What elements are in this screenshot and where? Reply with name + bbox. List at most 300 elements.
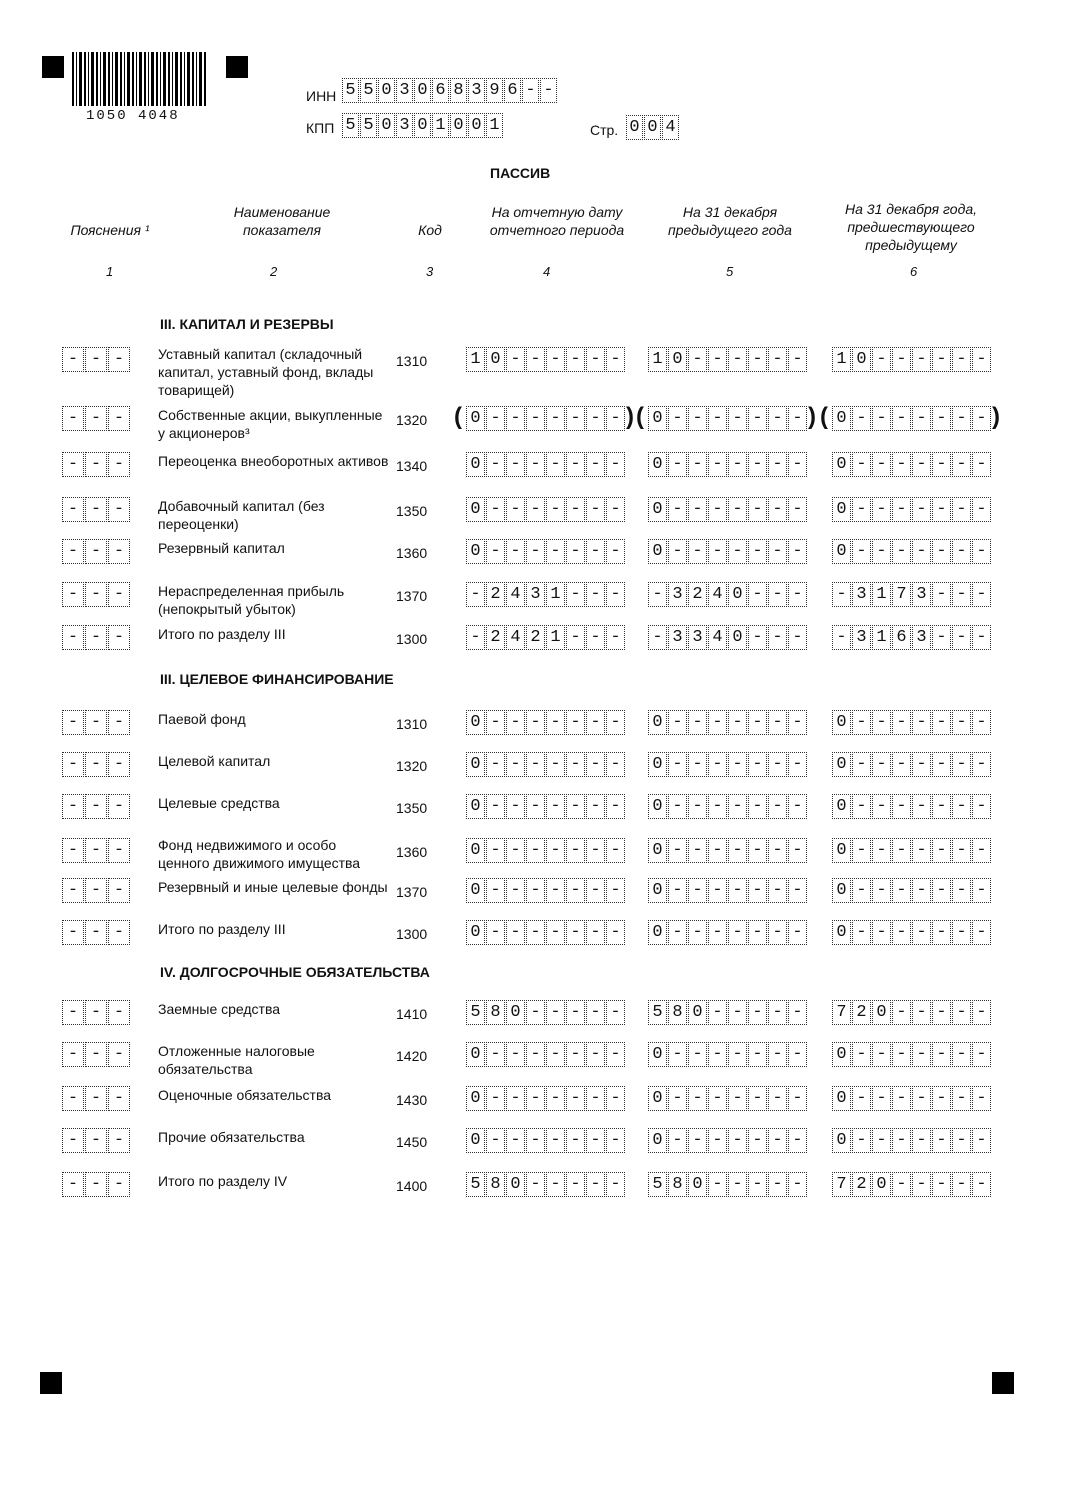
- digit-cell: 0: [414, 113, 431, 138]
- digit-cell: -: [708, 539, 727, 564]
- digit-cell: -: [728, 920, 747, 945]
- value-field-col4[interactable]: [466, 752, 626, 777]
- digit-cell: -: [708, 1042, 727, 1067]
- digit-cell: -: [708, 1086, 727, 1111]
- registration-mark-bottom-left: [40, 1372, 62, 1394]
- digit-cell: 0: [832, 878, 851, 903]
- digit-cell: -: [748, 878, 767, 903]
- digit-cell: -: [668, 1086, 687, 1111]
- digit-cell: -: [566, 752, 585, 777]
- explanation-field[interactable]: [62, 1128, 131, 1153]
- digit-cell: -: [108, 539, 130, 564]
- digit-cell: -: [892, 347, 911, 372]
- value-field-col6[interactable]: [832, 497, 992, 522]
- digit-cell: -: [748, 347, 767, 372]
- value-field-col4[interactable]: [466, 1000, 626, 1025]
- digit-cell: -: [526, 1042, 545, 1067]
- digit-cell: -: [506, 406, 525, 431]
- digit-cell: -: [748, 1042, 767, 1067]
- value-field-col5[interactable]: [648, 710, 808, 735]
- value-field-col4[interactable]: [466, 406, 626, 431]
- digit-cell: -: [506, 1042, 525, 1067]
- value-field-col4[interactable]: [466, 1128, 626, 1153]
- digit-cell: 2: [852, 1000, 871, 1025]
- digit-cell: -: [85, 625, 107, 650]
- digit-cell: -: [852, 1042, 871, 1067]
- digit-cell: -: [972, 878, 991, 903]
- value-field-col6[interactable]: [832, 452, 992, 477]
- parenthesis-close: ): [808, 403, 816, 430]
- digit-cell: -: [708, 710, 727, 735]
- value-field-col6[interactable]: [832, 1086, 992, 1111]
- digit-cell: -: [668, 539, 687, 564]
- digit-cell: 2: [852, 1172, 871, 1197]
- digit-cell: -: [688, 878, 707, 903]
- explanation-field[interactable]: [62, 794, 131, 819]
- digit-cell: -: [486, 452, 505, 477]
- digit-cell: -: [872, 838, 891, 863]
- digit-cell: -: [872, 347, 891, 372]
- explanation-field[interactable]: [62, 582, 131, 607]
- digit-cell: -: [108, 625, 130, 650]
- explanation-field[interactable]: [62, 1086, 131, 1111]
- digit-cell: -: [486, 539, 505, 564]
- digit-cell: -: [486, 1086, 505, 1111]
- digit-cell: -: [108, 582, 130, 607]
- digit-cell: 6: [892, 625, 911, 650]
- indicator-name: Итого по разделу III: [158, 626, 286, 642]
- digit-cell: -: [972, 497, 991, 522]
- digit-cell: 1: [432, 113, 449, 138]
- digit-cell: -: [788, 1128, 807, 1153]
- digit-cell: 0: [832, 1042, 851, 1067]
- inn-field[interactable]: [342, 78, 558, 103]
- explanation-field[interactable]: [62, 625, 131, 650]
- digit-cell: -: [586, 1128, 605, 1153]
- digit-cell: -: [972, 1042, 991, 1067]
- value-field-col6[interactable]: [832, 1000, 992, 1025]
- digit-cell: 7: [832, 1172, 851, 1197]
- digit-cell: 5: [342, 113, 359, 138]
- digit-cell: -: [546, 1000, 565, 1025]
- digit-cell: -: [566, 347, 585, 372]
- indicator-name: Переоценка внеоборотных активов: [158, 453, 389, 469]
- explanation-field[interactable]: [62, 1042, 131, 1067]
- digit-cell: -: [852, 1128, 871, 1153]
- value-field-col5[interactable]: [648, 794, 808, 819]
- digit-cell: 0: [832, 838, 851, 863]
- digit-cell: -: [852, 752, 871, 777]
- digit-cell: -: [972, 1000, 991, 1025]
- explanation-field[interactable]: [62, 497, 131, 522]
- digit-cell: -: [688, 347, 707, 372]
- digit-cell: 5: [466, 1000, 485, 1025]
- value-field-col4[interactable]: [466, 878, 626, 903]
- digit-cell: -: [62, 1086, 84, 1111]
- digit-cell: -: [852, 920, 871, 945]
- digit-cell: -: [932, 1086, 951, 1111]
- digit-cell: -: [748, 582, 767, 607]
- value-field-col6[interactable]: [832, 539, 992, 564]
- digit-cell: -: [872, 710, 891, 735]
- value-field-col6[interactable]: [832, 878, 992, 903]
- value-field-col6[interactable]: [832, 920, 992, 945]
- digit-cell: -: [688, 1128, 707, 1153]
- digit-cell: -: [486, 878, 505, 903]
- digit-cell: -: [546, 452, 565, 477]
- row-code: 1360: [396, 844, 428, 860]
- digit-cell: -: [586, 838, 605, 863]
- digit-cell: -: [546, 347, 565, 372]
- digit-cell: -: [668, 920, 687, 945]
- indicator-name: Уставный капитал (складочный капитал, уставный фонд, вклады товарищей): [158, 346, 374, 398]
- column-number-6: 6: [910, 264, 918, 279]
- row-code: 1320: [396, 412, 428, 428]
- digit-cell: -: [62, 1000, 84, 1025]
- digit-cell: 4: [506, 625, 525, 650]
- value-field-col4[interactable]: [466, 920, 626, 945]
- digit-cell: -: [486, 1042, 505, 1067]
- digit-cell: -: [972, 710, 991, 735]
- digit-cell: -: [526, 794, 545, 819]
- digit-cell: -: [952, 1000, 971, 1025]
- digit-cell: -: [728, 1042, 747, 1067]
- digit-cell: -: [932, 1000, 951, 1025]
- digit-cell: 3: [468, 78, 485, 103]
- digit-cell: -: [506, 1128, 525, 1153]
- digit-cell: -: [952, 625, 971, 650]
- digit-cell: -: [748, 539, 767, 564]
- digit-cell: 8: [486, 1172, 505, 1197]
- digit-cell: -: [892, 539, 911, 564]
- digit-cell: -: [586, 710, 605, 735]
- value-field-col5[interactable]: [648, 1000, 808, 1025]
- digit-cell: -: [728, 1000, 747, 1025]
- digit-cell: -: [546, 539, 565, 564]
- digit-cell: -: [748, 794, 767, 819]
- explanation-field[interactable]: [62, 539, 131, 564]
- digit-cell: 0: [648, 878, 667, 903]
- digit-cell: -: [586, 1042, 605, 1067]
- digit-cell: -: [668, 1042, 687, 1067]
- digit-cell: -: [912, 347, 931, 372]
- value-field-col6[interactable]: [832, 752, 992, 777]
- digit-cell: -: [606, 452, 625, 477]
- digit-cell: -: [85, 347, 107, 372]
- digit-cell: -: [506, 1086, 525, 1111]
- digit-cell: -: [872, 1086, 891, 1111]
- digit-cell: -: [85, 582, 107, 607]
- digit-cell: -: [872, 920, 891, 945]
- explanation-field[interactable]: [62, 752, 131, 777]
- digit-cell: -: [912, 539, 931, 564]
- digit-cell: -: [566, 406, 585, 431]
- digit-cell: -: [688, 1086, 707, 1111]
- digit-cell: -: [566, 625, 585, 650]
- row-code: 1370: [396, 588, 428, 604]
- digit-cell: -: [972, 1128, 991, 1153]
- digit-cell: -: [85, 1086, 107, 1111]
- digit-cell: -: [872, 878, 891, 903]
- value-field-col5[interactable]: [648, 1172, 808, 1197]
- column-number-5: 5: [726, 264, 734, 279]
- value-field-col5[interactable]: [648, 347, 808, 372]
- digit-cell: -: [546, 794, 565, 819]
- digit-cell: -: [668, 752, 687, 777]
- value-field-col5[interactable]: [648, 582, 808, 607]
- value-field-col4[interactable]: [466, 794, 626, 819]
- digit-cell: 2: [526, 625, 545, 650]
- digit-cell: -: [668, 452, 687, 477]
- value-field-col6[interactable]: [832, 625, 992, 650]
- value-field-col5[interactable]: [648, 1086, 808, 1111]
- digit-cell: -: [768, 710, 787, 735]
- indicator-name: Итого по разделу III: [158, 921, 286, 937]
- explanation-field[interactable]: [62, 878, 131, 903]
- value-field-col5[interactable]: [648, 452, 808, 477]
- digit-cell: -: [546, 1042, 565, 1067]
- digit-cell: 0: [466, 497, 485, 522]
- indicator-name: Заемные средства: [158, 1001, 281, 1017]
- value-field-col4[interactable]: [466, 497, 626, 522]
- digit-cell: -: [606, 539, 625, 564]
- value-field-col5[interactable]: [648, 1042, 808, 1067]
- indicator-name: Добавочный капитал (без переоценки): [158, 498, 325, 532]
- digit-cell: -: [62, 582, 84, 607]
- digit-cell: 3: [852, 625, 871, 650]
- value-field-col6[interactable]: [832, 582, 992, 607]
- digit-cell: -: [668, 710, 687, 735]
- explanation-field[interactable]: [62, 710, 131, 735]
- digit-cell: -: [932, 1042, 951, 1067]
- digit-cell: 7: [832, 1000, 851, 1025]
- digit-cell: -: [872, 406, 891, 431]
- value-field-col5[interactable]: [648, 625, 808, 650]
- indicator-name: Итого по разделу IV: [158, 1173, 288, 1189]
- explanation-field[interactable]: [62, 920, 131, 945]
- digit-cell: -: [546, 497, 565, 522]
- digit-cell: -: [566, 582, 585, 607]
- kpp-label: КПП: [306, 120, 335, 136]
- value-field-col6[interactable]: [832, 347, 992, 372]
- digit-cell: -: [526, 1086, 545, 1111]
- digit-cell: 0: [414, 78, 431, 103]
- digit-cell: -: [852, 1086, 871, 1111]
- value-field-col4[interactable]: [466, 1086, 626, 1111]
- digit-cell: -: [62, 1042, 84, 1067]
- digit-cell: 0: [872, 1172, 891, 1197]
- digit-cell: -: [85, 497, 107, 522]
- digit-cell: 0: [466, 794, 485, 819]
- digit-cell: -: [62, 838, 84, 863]
- digit-cell: -: [952, 347, 971, 372]
- indicator-name: Собственные акции, выкупленные у акционеров³: [158, 407, 383, 441]
- value-field-col6[interactable]: [832, 406, 992, 431]
- digit-cell: -: [748, 1000, 767, 1025]
- digit-cell: -: [546, 406, 565, 431]
- digit-cell: 1: [546, 582, 565, 607]
- value-field-col6[interactable]: [832, 838, 992, 863]
- digit-cell: -: [788, 838, 807, 863]
- digit-cell: -: [586, 625, 605, 650]
- value-field-col5[interactable]: [648, 406, 808, 431]
- value-field-col6[interactable]: [832, 1042, 992, 1067]
- digit-cell: -: [892, 452, 911, 477]
- value-field-col5[interactable]: [648, 878, 808, 903]
- digit-cell: -: [932, 625, 951, 650]
- digit-cell: -: [586, 1086, 605, 1111]
- digit-cell: -: [85, 794, 107, 819]
- digit-cell: -: [728, 878, 747, 903]
- row-code: 1430: [396, 1092, 428, 1108]
- value-field-col6[interactable]: [832, 710, 992, 735]
- digit-cell: 0: [648, 838, 667, 863]
- digit-cell: -: [506, 920, 525, 945]
- value-field-col6[interactable]: [832, 794, 992, 819]
- digit-cell: -: [606, 920, 625, 945]
- digit-cell: 5: [360, 78, 377, 103]
- digit-cell: 5: [648, 1172, 667, 1197]
- explanation-field[interactable]: [62, 406, 131, 431]
- digit-cell: -: [952, 1128, 971, 1153]
- column-header-previous-year: На 31 декабря предыдущего года: [668, 204, 792, 238]
- digit-cell: -: [526, 1000, 545, 1025]
- parenthesis-close: ): [992, 403, 1000, 430]
- digit-cell: -: [768, 794, 787, 819]
- digit-cell: -: [526, 710, 545, 735]
- digit-cell: -: [872, 539, 891, 564]
- digit-cell: 3: [526, 582, 545, 607]
- digit-cell: -: [606, 625, 625, 650]
- row-code: 1420: [396, 1048, 428, 1064]
- value-field-col6[interactable]: [832, 1172, 992, 1197]
- digit-cell: -: [108, 878, 130, 903]
- digit-cell: -: [526, 347, 545, 372]
- digit-cell: -: [788, 1042, 807, 1067]
- value-field-col4[interactable]: [466, 452, 626, 477]
- value-field-col6[interactable]: [832, 1128, 992, 1153]
- value-field-col4[interactable]: [466, 347, 626, 372]
- digit-cell: -: [606, 406, 625, 431]
- digit-cell: -: [486, 497, 505, 522]
- digit-cell: -: [932, 406, 951, 431]
- column-header-reporting-date: На отчетную дату отчетного периода: [489, 204, 625, 238]
- digit-cell: -: [932, 582, 951, 607]
- digit-cell: 0: [648, 406, 667, 431]
- digit-cell: -: [852, 794, 871, 819]
- value-field-col4[interactable]: [466, 838, 626, 863]
- digit-cell: -: [688, 752, 707, 777]
- value-field-col5[interactable]: [648, 920, 808, 945]
- digit-cell: -: [486, 710, 505, 735]
- explanation-field[interactable]: [62, 1172, 131, 1197]
- digit-cell: -: [972, 794, 991, 819]
- digit-cell: -: [566, 1042, 585, 1067]
- digit-cell: -: [668, 838, 687, 863]
- digit-cell: -: [892, 1042, 911, 1067]
- digit-cell: 5: [466, 1172, 485, 1197]
- digit-cell: -: [748, 920, 767, 945]
- digit-cell: -: [788, 794, 807, 819]
- row-code: 1400: [396, 1178, 428, 1194]
- row-code: 1320: [396, 758, 428, 774]
- digit-cell: -: [586, 582, 605, 607]
- page-number-field[interactable]: [626, 115, 680, 140]
- digit-cell: -: [852, 838, 871, 863]
- parenthesis-close: ): [626, 403, 634, 430]
- digit-cell: 0: [644, 115, 661, 140]
- digit-cell: 0: [648, 452, 667, 477]
- explanation-field[interactable]: [62, 452, 131, 477]
- column-header-explanations: Пояснения ¹: [70, 222, 150, 238]
- barcode: [72, 52, 208, 106]
- value-field-col5[interactable]: [648, 838, 808, 863]
- digit-cell: -: [972, 582, 991, 607]
- digit-cell: -: [688, 1042, 707, 1067]
- value-field-col5[interactable]: [648, 497, 808, 522]
- digit-cell: -: [546, 1086, 565, 1111]
- digit-cell: -: [108, 1042, 130, 1067]
- digit-cell: -: [972, 452, 991, 477]
- digit-cell: -: [748, 406, 767, 431]
- digit-cell: 1: [832, 347, 851, 372]
- digit-cell: -: [728, 838, 747, 863]
- digit-cell: -: [108, 794, 130, 819]
- inn-label: ИНН: [306, 88, 337, 104]
- digit-cell: -: [62, 752, 84, 777]
- explanation-field[interactable]: [62, 1000, 131, 1025]
- digit-cell: -: [708, 878, 727, 903]
- digit-cell: 4: [662, 115, 679, 140]
- value-field-col5[interactable]: [648, 1128, 808, 1153]
- value-field-col4[interactable]: [466, 582, 626, 607]
- value-field-col4[interactable]: [466, 625, 626, 650]
- digit-cell: 1: [466, 347, 485, 372]
- digit-cell: 3: [396, 78, 413, 103]
- digit-cell: 4: [708, 582, 727, 607]
- digit-cell: -: [566, 1128, 585, 1153]
- digit-cell: -: [668, 497, 687, 522]
- digit-cell: -: [688, 452, 707, 477]
- digit-cell: -: [606, 878, 625, 903]
- value-field-col5[interactable]: [648, 752, 808, 777]
- digit-cell: 8: [668, 1000, 687, 1025]
- digit-cell: -: [972, 625, 991, 650]
- explanation-field[interactable]: [62, 838, 131, 863]
- digit-cell: -: [62, 794, 84, 819]
- digit-cell: -: [788, 1172, 807, 1197]
- digit-cell: -: [688, 710, 707, 735]
- digit-cell: -: [932, 878, 951, 903]
- kpp-field[interactable]: [342, 113, 504, 138]
- digit-cell: -: [546, 920, 565, 945]
- digit-cell: 0: [832, 794, 851, 819]
- digit-cell: -: [972, 1172, 991, 1197]
- indicator-name: Фонд недвижимого и особо ценного движимого имущества: [158, 837, 361, 871]
- value-field-col5[interactable]: [648, 539, 808, 564]
- digit-cell: 1: [648, 347, 667, 372]
- value-field-col4[interactable]: [466, 1172, 626, 1197]
- digit-cell: -: [788, 452, 807, 477]
- explanation-field[interactable]: [62, 347, 131, 372]
- value-field-col4[interactable]: [466, 710, 626, 735]
- digit-cell: -: [788, 878, 807, 903]
- digit-cell: -: [506, 497, 525, 522]
- value-field-col4[interactable]: [466, 539, 626, 564]
- digit-cell: -: [832, 582, 851, 607]
- value-field-col4[interactable]: [466, 1042, 626, 1067]
- digit-cell: -: [728, 1086, 747, 1111]
